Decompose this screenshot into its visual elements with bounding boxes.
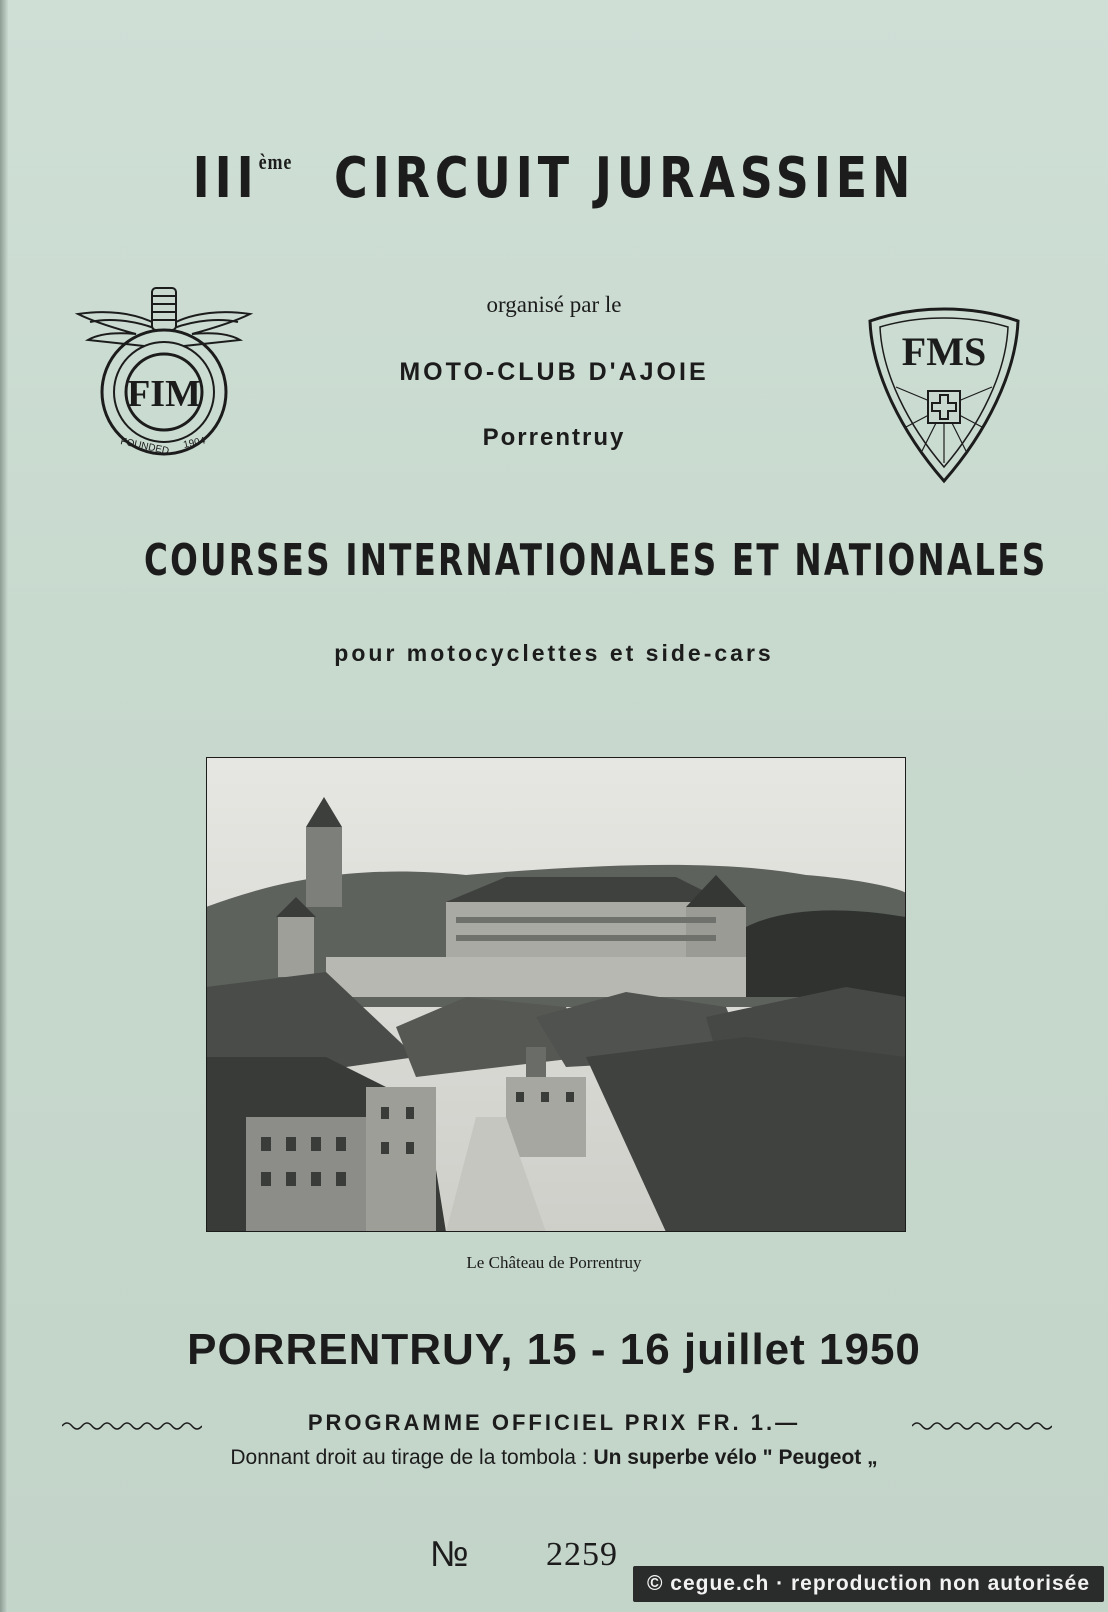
copyright-watermark: © cegue.ch · reproduction non autorisée <box>633 1566 1104 1602</box>
title-text: CIRCUIT JURASSIEN <box>333 146 916 211</box>
tombola-line <box>0 1446 1108 1470</box>
edition-number: III <box>192 146 259 211</box>
photo-caption: Le Château de Porrentruy <box>466 1253 642 1272</box>
fms-shield-icon <box>866 303 1022 485</box>
event-headline: COURSES INTERNATIONALES ET NATIONALES <box>144 535 1048 586</box>
tombola-prize: Un superbe vélo " Peugeot „ <box>593 1446 878 1469</box>
tombola-intro: Donnant droit au tirage de la tombola : <box>230 1446 588 1469</box>
serial-number: 2259 <box>546 1536 618 1573</box>
organizer-intro: organisé par le <box>486 292 622 317</box>
fim-logo-text: FIM <box>127 373 201 415</box>
programme-price: PROGRAMME OFFICIEL PRIX FR. 1.— <box>307 1410 801 1435</box>
club-name: MOTO-CLUB D'AJOIE <box>399 358 709 386</box>
fim-year-text: 1904 <box>182 435 207 451</box>
castle-photo <box>206 757 906 1232</box>
edition-suffix: ème <box>258 149 293 174</box>
club-town: Porrentruy <box>482 424 626 451</box>
serial-label: № <box>430 1533 469 1574</box>
fim-founded-text: FOUNDED <box>119 436 171 458</box>
event-subtitle: pour motocyclettes et side-cars <box>334 640 774 666</box>
page-title <box>100 146 1009 211</box>
fms-logo-text: FMS <box>901 329 987 374</box>
event-date-line: PORRENTRUY, 15 - 16 juillet 1950 <box>187 1325 921 1374</box>
